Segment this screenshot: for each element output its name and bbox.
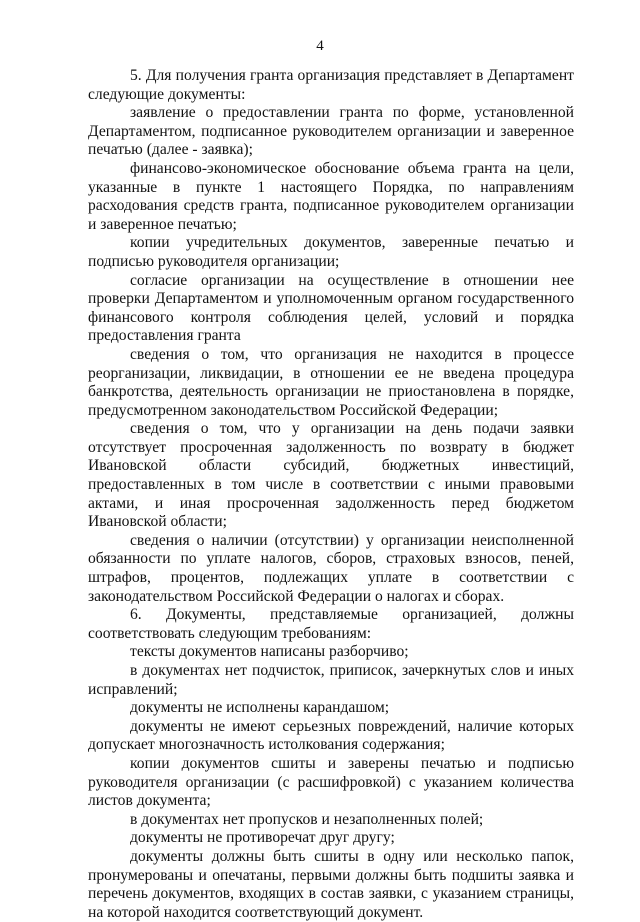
paragraph-no-damage: документы не имеют серьезных повреждений, наличие которых допускает многозначность истолкования содержания;: [88, 717, 574, 754]
paragraph-no-corrections: в документах нет подчисток, приписок, зачеркнутых слов и иных исправлений;: [88, 662, 574, 698]
paragraph-financial-justification: финансово-экономическое обоснование объема гранта на цели, указанные в пункте 1 настоящего Порядка, по направлениям расходования средств гранта, подписанное руководителем организации и заверенное печатью;: [88, 159, 574, 233]
paragraph-tax-obligations-info: сведения о наличии (отсутствии) у организации неисполненной обязанности по уплате налогов, сборов, страховых взносов, пеней, штрафов, процентов, подлежащих уплате в соответствии с законодательством Российской Федерации о налогах и сборах.: [88, 531, 574, 605]
paragraph-reorganization-info: сведения о том, что организация не находится в процессе реорганизации, ликвидации, в отношении ее не введена процедура банкротства, деятельность организации не приостановлена в порядке, предусмотренном законодательством Российской Федерации;: [88, 345, 574, 419]
paragraph-copies-certified: копии документов сшиты и заверены печатью и подписью руководителя организации (с расшифровкой) с указанием количества листов документа;: [88, 754, 574, 810]
paragraph-founding-documents: копии учредительных документов, заверенные печатью и подписью руководителя организации;: [88, 234, 574, 270]
paragraph-legible-text: тексты документов написаны разборчиво;: [130, 643, 409, 661]
document-body: [88, 67, 574, 922]
paragraph-inspection-consent: согласие организации на осуществление в отношении нее проверки Департаментом и уполномоченным органом государственного финансового контроля соблюдения целей, условий и порядка предоставления гранта: [88, 271, 574, 345]
paragraph-item-5: 5. Для получения гранта организация представляет в Департамент следующие документы:: [88, 67, 574, 103]
paragraph-application: заявление о предоставлении гранта по форме, установленной Департаментом, подписанное руководителем организации и заверенное печатью (далее - заявка);: [88, 104, 574, 159]
paragraph-binding-requirements: документы должны быть сшиты в одну или несколько папок, пронумерованы и опечатаны, первыми должны быть подшиты заявка и перечень документов, входящих в состав заявки, с указанием страницы, на которой находится соответствующий документ.: [88, 847, 574, 921]
paragraph-no-pencil: документы не исполнены карандашом;: [130, 699, 390, 717]
paragraph-no-contradictions: документы не противоречат друг другу;: [130, 829, 395, 847]
paragraph-item-6: 6. Документы, представляемые организацией, должны соответствовать следующим требованиям:: [88, 606, 574, 642]
paragraph-budget-debt-info: сведения о том, что у организации на день подачи заявки отсутствует просроченная задолженность по возврату в бюджет Ивановской области субсидий, бюджетных инвестиций, предоставленных в том числе в соответствии с иными правовыми актами, и иная просроченная задолженность перед бюджетом Ивановской области;: [88, 420, 574, 531]
page-number: 4: [316, 38, 324, 54]
paragraph-no-gaps: в документах нет пропусков и незаполненных полей;: [130, 810, 484, 828]
